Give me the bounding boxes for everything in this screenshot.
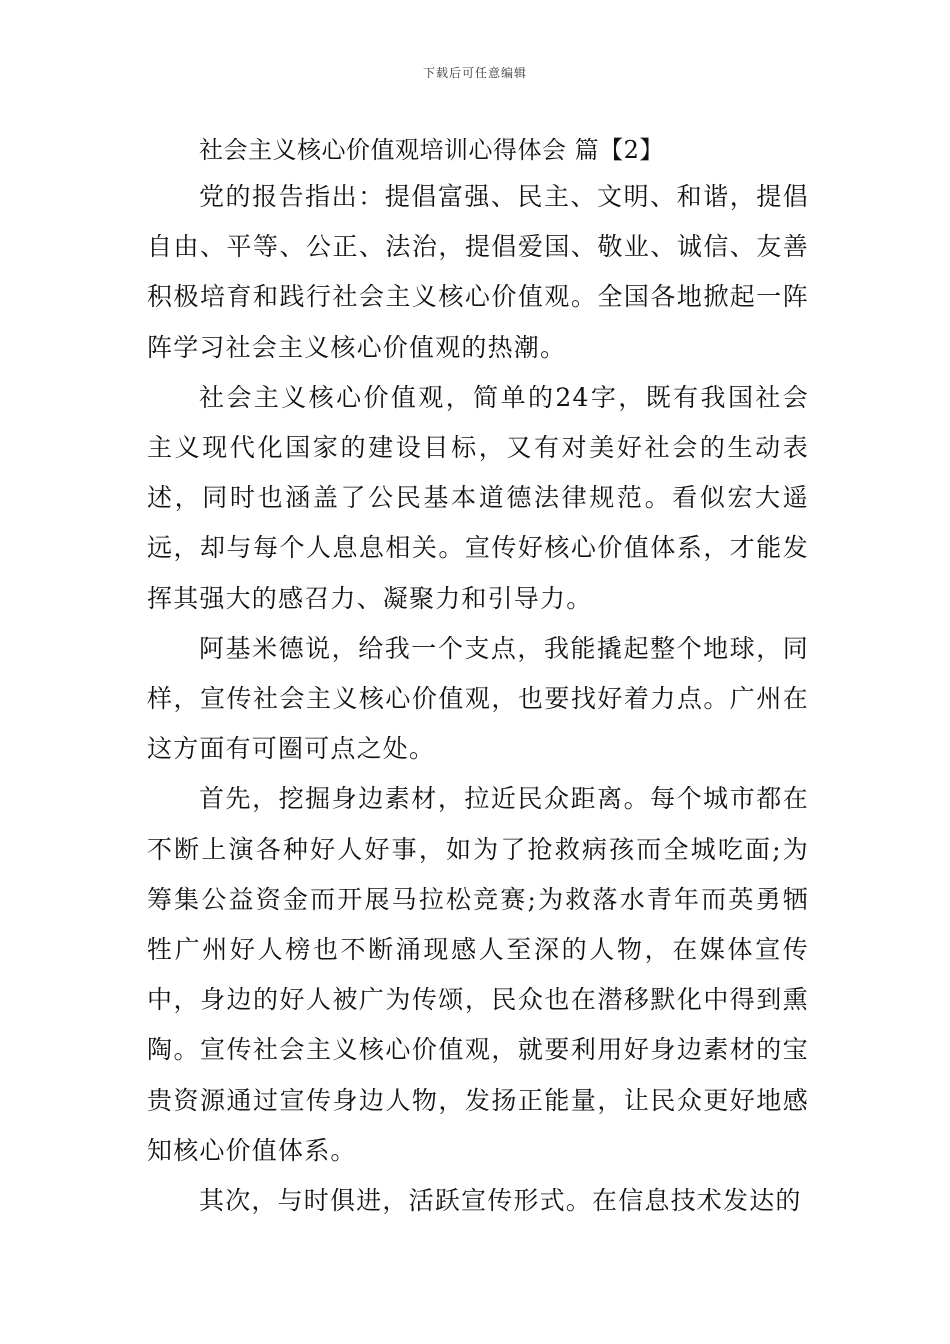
page-header-note: 下载后可任意编辑 xyxy=(422,66,527,80)
document-title: 社会主义核心价值观培训心得体会 篇【2】 xyxy=(199,136,664,164)
paragraph-3: 阿基米德说，给我一个支点，我能撬起整个地球，同样，宣传社会主义核心价值观，也要找好着力点。广州在这方面有可圈可点之处。 xyxy=(147,633,809,764)
paragraph-4: 首先，挖掘身边素材，拉近民众距离。每个城市都在不断上演各种好人好事，如为了抢救病孩而全城吃面;为筹集公益资金而开展马拉松竞赛;为救落水青年而英勇牺牲广州好人榜也不断涌现感人至深的人物，在媒体宣传中，身边的好人被广为传颂，民众也在潜移默化中得到熏陶。宣传社会主义核心价值观，就要利用好身边素材的宝贵资源通过宣传身边人物，发扬正能量，让民众更好地感知核心价值体系。 xyxy=(147,784,809,1165)
document-body xyxy=(147,128,809,1226)
paragraph-5: 其次，与时俱进，活跃宣传形式。在信息技术发达的 xyxy=(199,1186,802,1216)
paragraph-2: 社会主义核心价值观，简单的24字，既有我国社会主义现代化国家的建设目标，又有对美好社会的生动表述，同时也涵盖了公民基本道德法律规范。看似宏大遥远，却与每个人息息相关。宣传好核心价值体系，才能发挥其强大的感召力、凝聚力和引导力。 xyxy=(147,382,809,613)
paragraph-1: 党的报告指出：提倡富强、民主、文明、和谐，提倡自由、平等、公正、法治，提倡爱国、敬业、诚信、友善积极培育和践行社会主义核心价值观。全国各地掀起一阵阵学习社会主义核心价值观的热潮。 xyxy=(147,182,809,362)
